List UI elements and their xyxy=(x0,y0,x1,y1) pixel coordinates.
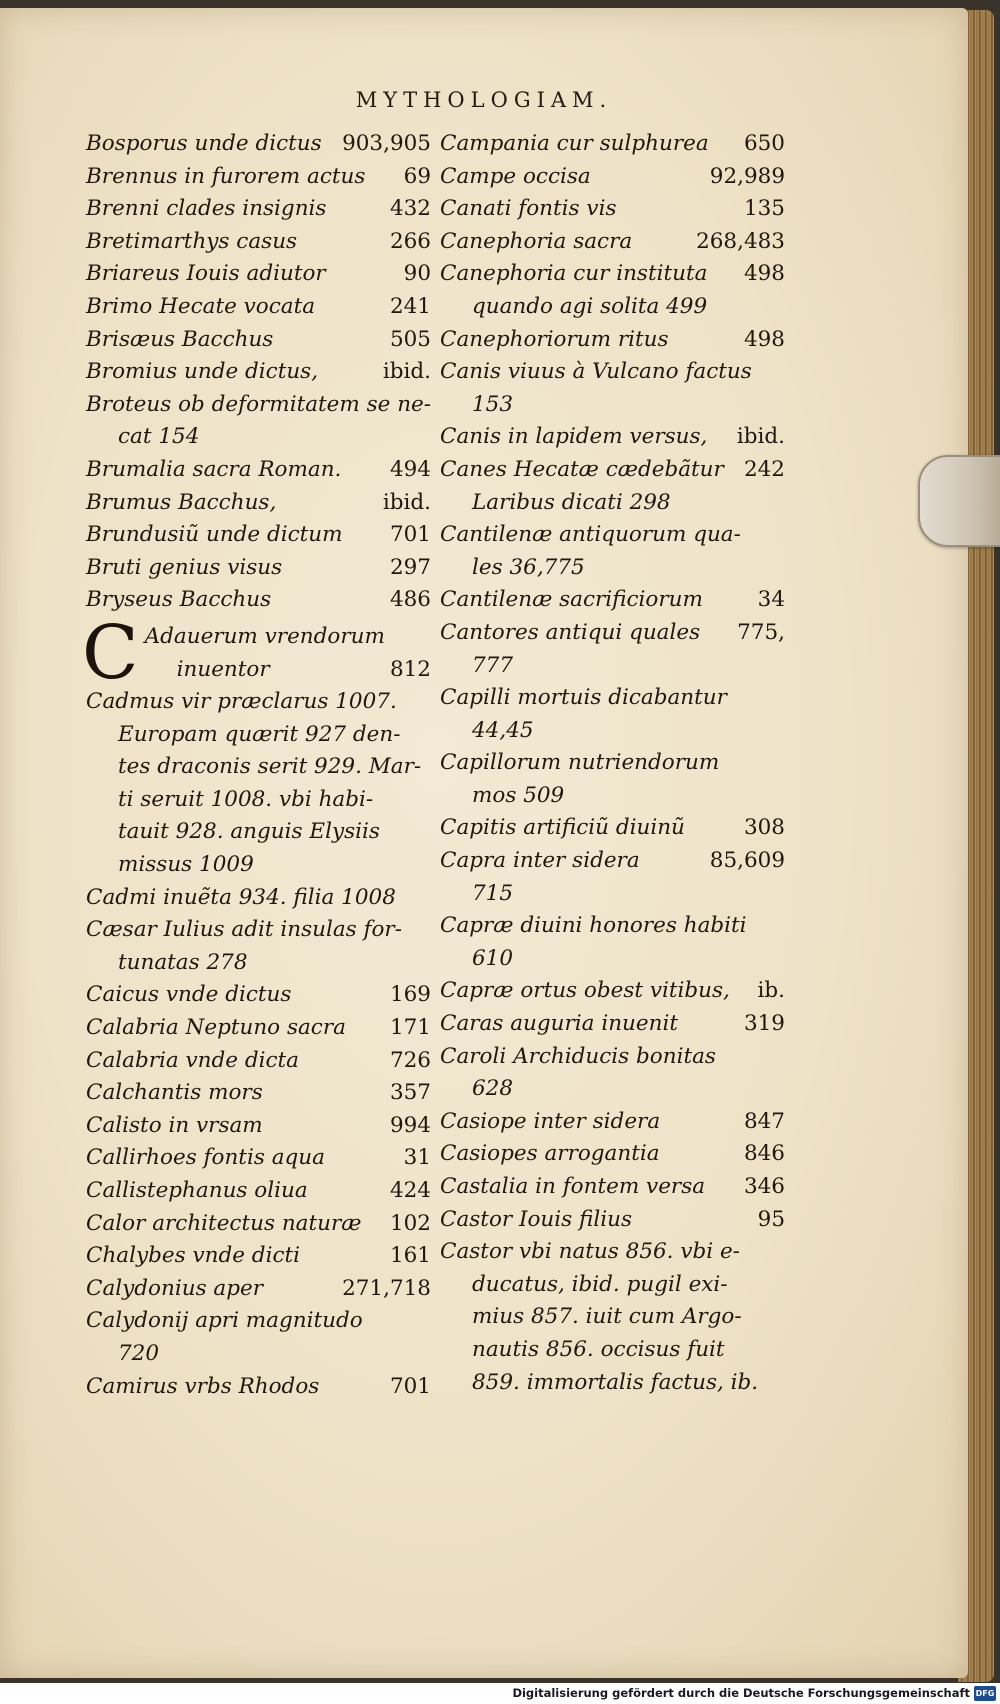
index-term: Cantores antiqui quales xyxy=(440,619,701,645)
index-page-number: 346 xyxy=(743,1174,785,1199)
index-entry xyxy=(440,324,785,357)
index-page-number: 812 xyxy=(389,656,431,682)
index-term: Brenni clades insignis xyxy=(86,196,327,222)
index-term-continued: quando agi solita 499 xyxy=(472,293,708,319)
index-entries-c xyxy=(86,686,431,1403)
index-entry xyxy=(440,845,785,910)
index-term: Campania cur sulphurea xyxy=(440,131,709,156)
index-page-number: 90 xyxy=(403,261,431,287)
index-page-number: 169 xyxy=(389,982,431,1008)
index-entry xyxy=(440,128,785,161)
index-page-number: 268,483 xyxy=(696,228,785,254)
index-term: Bruti genius visus xyxy=(86,554,283,580)
index-term: Callistephanus oliua xyxy=(86,1178,308,1203)
index-page-number: 241 xyxy=(389,293,431,319)
index-entry xyxy=(86,584,431,617)
index-term-continued: mius 857. iuit cum Argo- xyxy=(472,1304,742,1330)
index-term: Canati fontis vis xyxy=(440,196,617,222)
index-entry xyxy=(86,193,431,226)
index-term: Brumalia sacra Roman. xyxy=(86,456,342,482)
index-term: Bromius unde dictus, xyxy=(86,359,319,385)
index-term-continued: les 36,775 xyxy=(472,554,585,580)
index-entry xyxy=(86,226,431,259)
index-entry xyxy=(440,975,785,1008)
index-page-number: 650 xyxy=(743,131,785,156)
index-entry xyxy=(440,1008,785,1041)
index-term: Cantilenæ antiquorum qua- xyxy=(440,522,741,548)
index-term: Capræ diuini honores habiti xyxy=(440,913,747,939)
index-term-continued: nautis 856. occisus fuit xyxy=(472,1336,725,1362)
index-entry xyxy=(440,812,785,845)
index-term-continued: ducatus, ibid. pugil exi- xyxy=(472,1271,728,1297)
index-term-continued: 720 xyxy=(118,1340,160,1366)
index-page-number: 242 xyxy=(743,456,785,482)
index-entry xyxy=(440,161,785,194)
index-term: Canis in lapidem versus, xyxy=(440,424,708,450)
index-term: Bretimarthys casus xyxy=(86,228,298,254)
index-page-number: 171 xyxy=(389,1015,431,1041)
index-entry xyxy=(86,389,431,454)
index-entries-b xyxy=(86,128,431,617)
index-term-continued: 628 xyxy=(472,1076,514,1102)
index-term: Broteus ob deformitatem se ne- xyxy=(86,391,432,417)
index-term: Canephoria sacra xyxy=(440,228,633,254)
index-entry xyxy=(86,324,431,357)
index-entry xyxy=(86,519,431,552)
index-page-number: 424 xyxy=(389,1178,431,1203)
index-entry xyxy=(86,1110,431,1143)
index-term: Cadmus vir præclarus 1007. xyxy=(86,689,397,715)
index-term: Briareus Iouis adiutor xyxy=(86,261,326,287)
index-term: Capræ ortus obest vitibus, xyxy=(440,978,730,1004)
index-term: Casiopes arrogantia xyxy=(440,1141,660,1167)
index-page-number: 498 xyxy=(743,326,785,352)
index-term: Campe occisa xyxy=(440,163,591,189)
index-entry xyxy=(440,193,785,226)
index-entry xyxy=(440,226,785,259)
index-entry xyxy=(440,356,785,421)
index-entry xyxy=(440,682,785,747)
index-entry xyxy=(440,1204,785,1237)
index-entry xyxy=(440,1106,785,1139)
index-page-number: 135 xyxy=(743,196,785,222)
index-term-continued: Europam quærit 927 den- xyxy=(118,721,401,747)
index-page-number: 308 xyxy=(743,815,785,841)
index-term: Callirhoes fontis aqua xyxy=(86,1145,325,1171)
index-entry xyxy=(440,584,785,617)
index-term: Caroli Archiducis bonitas xyxy=(440,1043,716,1069)
index-term: Calisto in vrsam xyxy=(86,1112,263,1138)
index-term-continued: mos 509 xyxy=(472,782,565,808)
index-entry xyxy=(86,291,431,324)
index-entry xyxy=(86,686,431,882)
index-term-continued: Laribus dicati 298 xyxy=(472,489,671,515)
index-entry xyxy=(86,258,431,291)
index-page-number: ibid. xyxy=(382,359,431,385)
index-page-number: ibid. xyxy=(382,489,431,515)
index-page-number: 726 xyxy=(389,1047,431,1073)
index-term-continued: tauit 928. anguis Elysiis xyxy=(118,819,380,845)
index-entry xyxy=(440,1171,785,1204)
index-entry xyxy=(86,552,431,585)
index-entry xyxy=(86,1240,431,1273)
index-term: Canes Hecatæ cædebãtur xyxy=(440,456,724,482)
index-term: Canephoriorum ritus xyxy=(440,326,669,352)
index-column-left xyxy=(82,128,432,1403)
index-term-continued: ti seruit 1008. vbi habi- xyxy=(118,786,374,812)
index-entry xyxy=(86,128,431,161)
page-clip xyxy=(918,455,1000,547)
index-term-continued: missus 1009 xyxy=(118,852,254,878)
index-term: Caicus vnde dictus xyxy=(86,982,292,1008)
drop-cap-initial: C xyxy=(82,609,139,696)
index-term: Calor architectus naturæ xyxy=(86,1210,362,1236)
index-page-number: 701 xyxy=(389,522,431,548)
running-head: MYTHOLOGIAM. xyxy=(355,88,613,112)
index-entry xyxy=(440,1138,785,1171)
index-page-number: 102 xyxy=(389,1210,431,1236)
index-page-number: ib. xyxy=(757,978,785,1004)
index-page-number: 432 xyxy=(389,196,431,222)
index-term-continued: inuentor xyxy=(176,656,270,682)
index-entry xyxy=(86,454,431,487)
index-page-number: 486 xyxy=(389,587,431,613)
index-term-continued: 859. immortalis factus, ib. xyxy=(472,1369,759,1395)
index-entry xyxy=(440,519,785,584)
index-term: Brisæus Bacchus xyxy=(86,326,274,352)
index-page-number: 297 xyxy=(389,554,431,580)
index-term-continued: tes draconis serit 929. Mar- xyxy=(118,754,422,780)
index-term: Calchantis mors xyxy=(86,1080,263,1106)
index-term: Calydonius aper xyxy=(86,1275,264,1301)
index-page-number: 161 xyxy=(389,1243,431,1269)
index-entry xyxy=(86,979,431,1012)
index-entry xyxy=(440,454,785,519)
index-term: Cæsar Iulius adit insulas for- xyxy=(86,917,402,943)
index-entry xyxy=(86,487,431,520)
index-page-number: 994 xyxy=(389,1112,431,1138)
index-entry xyxy=(440,1041,785,1106)
index-entry xyxy=(86,161,431,194)
index-entry xyxy=(440,910,785,975)
index-entry xyxy=(86,356,431,389)
index-term-continued: 715 xyxy=(472,880,514,906)
index-entry xyxy=(86,1045,431,1078)
index-entry xyxy=(440,258,785,323)
index-term: Castalia in fontem versa xyxy=(440,1174,706,1199)
index-term: Capilli mortuis dicabantur xyxy=(440,685,727,711)
index-entry xyxy=(86,1371,431,1404)
index-page-number: 85,609 xyxy=(709,848,785,874)
index-entry xyxy=(86,882,431,915)
index-entry xyxy=(86,1077,431,1110)
index-page-number: 319 xyxy=(743,1011,785,1037)
index-term: Canephoria cur instituta xyxy=(440,261,708,287)
index-page-number: 95 xyxy=(757,1206,785,1232)
index-term-continued: 610 xyxy=(472,945,514,971)
index-term: Bosporus unde dictus xyxy=(86,131,322,156)
index-entry xyxy=(86,1012,431,1045)
index-term: Brundusiũ unde dictum xyxy=(86,522,343,548)
index-entry xyxy=(86,1142,431,1175)
index-page-number: 498 xyxy=(743,261,785,287)
index-entry xyxy=(86,1175,431,1208)
index-entry xyxy=(440,747,785,812)
index-page-number: 903,905 xyxy=(342,131,431,156)
index-term: Bryseus Bacchus xyxy=(86,587,272,613)
index-page-number: 775, xyxy=(737,619,785,645)
index-entries-c-right xyxy=(440,128,785,1399)
index-page-number: 357 xyxy=(389,1080,431,1106)
index-term-continued: tunatas 278 xyxy=(118,949,248,975)
index-term: Castor Iouis filius xyxy=(440,1206,632,1232)
index-page-number: 271,718 xyxy=(342,1275,431,1301)
index-page-number: ibid. xyxy=(736,424,785,450)
index-term: Chalybes vnde dicti xyxy=(86,1243,301,1269)
index-term: Adauerum vrendorum xyxy=(144,623,385,649)
index-column-right xyxy=(440,128,785,1399)
index-page-number: 34 xyxy=(757,587,785,613)
index-term: Brumus Bacchus, xyxy=(86,489,277,515)
index-page-number: 69 xyxy=(403,163,431,189)
index-term: Canis viuus à Vulcano factus xyxy=(440,359,752,385)
index-term: Brennus in furorem actus xyxy=(86,163,366,189)
index-entry xyxy=(86,1305,431,1370)
index-page-number: 847 xyxy=(743,1108,785,1134)
index-term-continued: cat 154 xyxy=(118,424,200,450)
index-page-number: 701 xyxy=(389,1373,431,1399)
index-term: Calabria Neptuno sacra xyxy=(86,1015,346,1041)
index-term-continued: 153 xyxy=(472,391,514,417)
index-term: Calydonij apri magnitudo xyxy=(86,1308,363,1334)
index-term: Brimo Hecate vocata xyxy=(86,293,316,319)
index-entry xyxy=(440,1236,785,1399)
dfg-logo: DFG xyxy=(974,1686,996,1701)
digitization-credit: Digitalisierung gefördert durch die Deutsche Forschungsgemeinschaft xyxy=(0,1683,1000,1704)
index-page-number: 505 xyxy=(389,326,431,352)
index-term: Calabria vnde dicta xyxy=(86,1047,299,1073)
index-page-number: 92,989 xyxy=(709,163,785,189)
index-term-continued: 777 xyxy=(472,652,514,678)
index-page-number: 31 xyxy=(403,1145,431,1171)
index-page-number: 266 xyxy=(389,228,431,254)
index-term: Capillorum nutriendorum xyxy=(440,750,720,776)
index-entry-drop-initial xyxy=(82,609,431,696)
index-term: Capra inter sidera xyxy=(440,848,640,874)
index-page-number: 846 xyxy=(743,1141,785,1167)
index-term: Cadmi inuẽta 934. filia 1008 xyxy=(86,884,396,910)
index-entry xyxy=(86,914,431,979)
index-entry xyxy=(440,617,785,682)
index-page-number: 494 xyxy=(389,456,431,482)
index-term: Castor vbi natus 856. vbi e- xyxy=(440,1239,740,1265)
index-term: Capitis artificiũ diuinũ xyxy=(440,815,685,841)
index-term-continued: 44,45 xyxy=(472,717,534,743)
index-entry xyxy=(440,421,785,454)
index-entry xyxy=(86,1273,431,1306)
index-term: Camirus vrbs Rhodos xyxy=(86,1373,320,1399)
index-term: Caras auguria inuenit xyxy=(440,1011,678,1037)
index-term: Cantilenæ sacrificiorum xyxy=(440,587,703,613)
index-entry xyxy=(86,1208,431,1241)
index-term: Casiope inter sidera xyxy=(440,1108,661,1134)
